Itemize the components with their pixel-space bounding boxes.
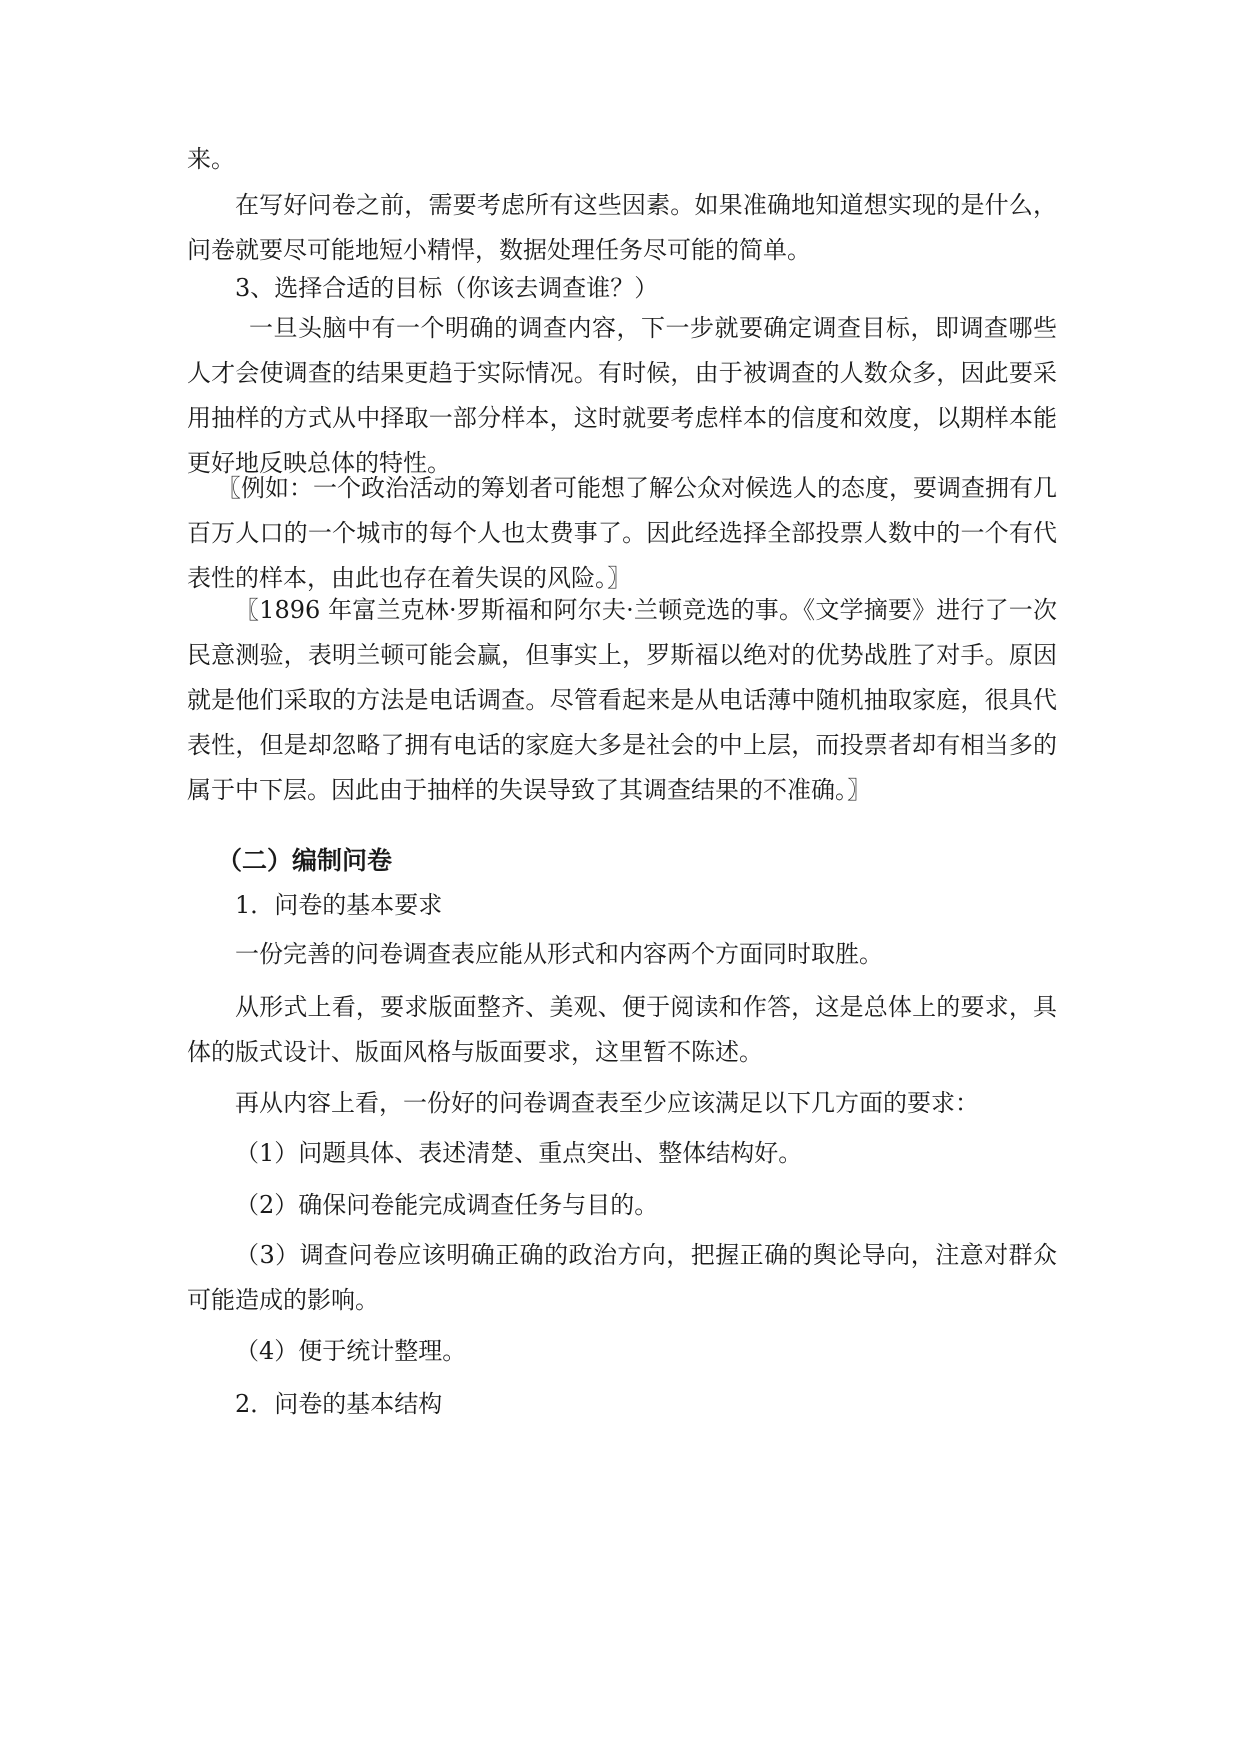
section-heading-3: 3、选择合适的目标（你该去调查谁？） — [235, 274, 659, 302]
history-example-paragraph: 〖1896 年富兰克林·罗斯福和阿尔夫·兰顿竞选的事。《文学摘要》进行了一次民意测验，表明兰顿可能会赢，但事实上，罗斯福以绝对的优势战胜了对手。原因就是他们采取的方法是电话调查。尽管看起来是从电话薄中随机抽取家庭，很具代表性，但是却忽略了拥有电话的家庭大多是社会的中上层，而投票者却有相当多的属于中下层。因此由于抽样的失误导致了其调查结果的不准确。〗 — [187, 596, 1057, 804]
paragraph-form-content: 一份完善的问卷调查表应能从形式和内容两个方面同时取胜。 — [235, 940, 883, 968]
paragraph-form: 从形式上看，要求版面整齐、美观、便于阅读和作答，这是总体上的要求，具体的版式设计、版面风格与版面要求，这里暂不陈述。 — [187, 993, 1057, 1066]
example-paragraph: 〖例如：一个政治活动的筹划者可能想了解公众对候选人的态度，要调查拥有几百万人口的一个城市的每个人也太费事了。因此经选择全部投票人数中的一个有代表性的样本，由此也存在着失误的风险。〗 — [187, 474, 1057, 592]
requirement-item-1: （1）问题具体、表述清楚、重点突出、整体结构好。 — [235, 1139, 803, 1167]
paragraph-continuation: 来。 — [187, 145, 235, 173]
requirement-item-2: （2）确保问卷能完成调查任务与目的。 — [235, 1191, 659, 1219]
section-heading-compile: （二）编制问卷 — [217, 846, 393, 875]
paragraph-target: 一旦头脑中有一个明确的调查内容，下一步就要确定调查目标，即调查哪些人才会使调查的结果更趋于实际情况。有时候，由于被调查的人数众多，因此要采用抽样的方式从中择取一部分样本，这时就要考虑样本的信度和效度，以期样本能更好地反映总体的特性。 — [187, 314, 1057, 477]
requirement-item-3: （3）调查问卷应该明确正确的政治方向，把握正确的舆论导向，注意对群众可能造成的影响。 — [187, 1241, 1057, 1314]
requirement-item-4: （4）便于统计整理。 — [235, 1337, 467, 1365]
subheading-basic-requirements: 1．问卷的基本要求 — [235, 891, 443, 919]
subheading-basic-structure: 2．问卷的基本结构 — [235, 1390, 443, 1418]
paragraph-factors: 在写好问卷之前，需要考虑所有这些因素。如果准确地知道想实现的是什么，问卷就要尽可能地短小精悍，数据处理任务尽可能的简单。 — [187, 191, 1057, 264]
paragraph-content: 再从内容上看，一份好的问卷调查表至少应该满足以下几方面的要求： — [235, 1089, 979, 1117]
